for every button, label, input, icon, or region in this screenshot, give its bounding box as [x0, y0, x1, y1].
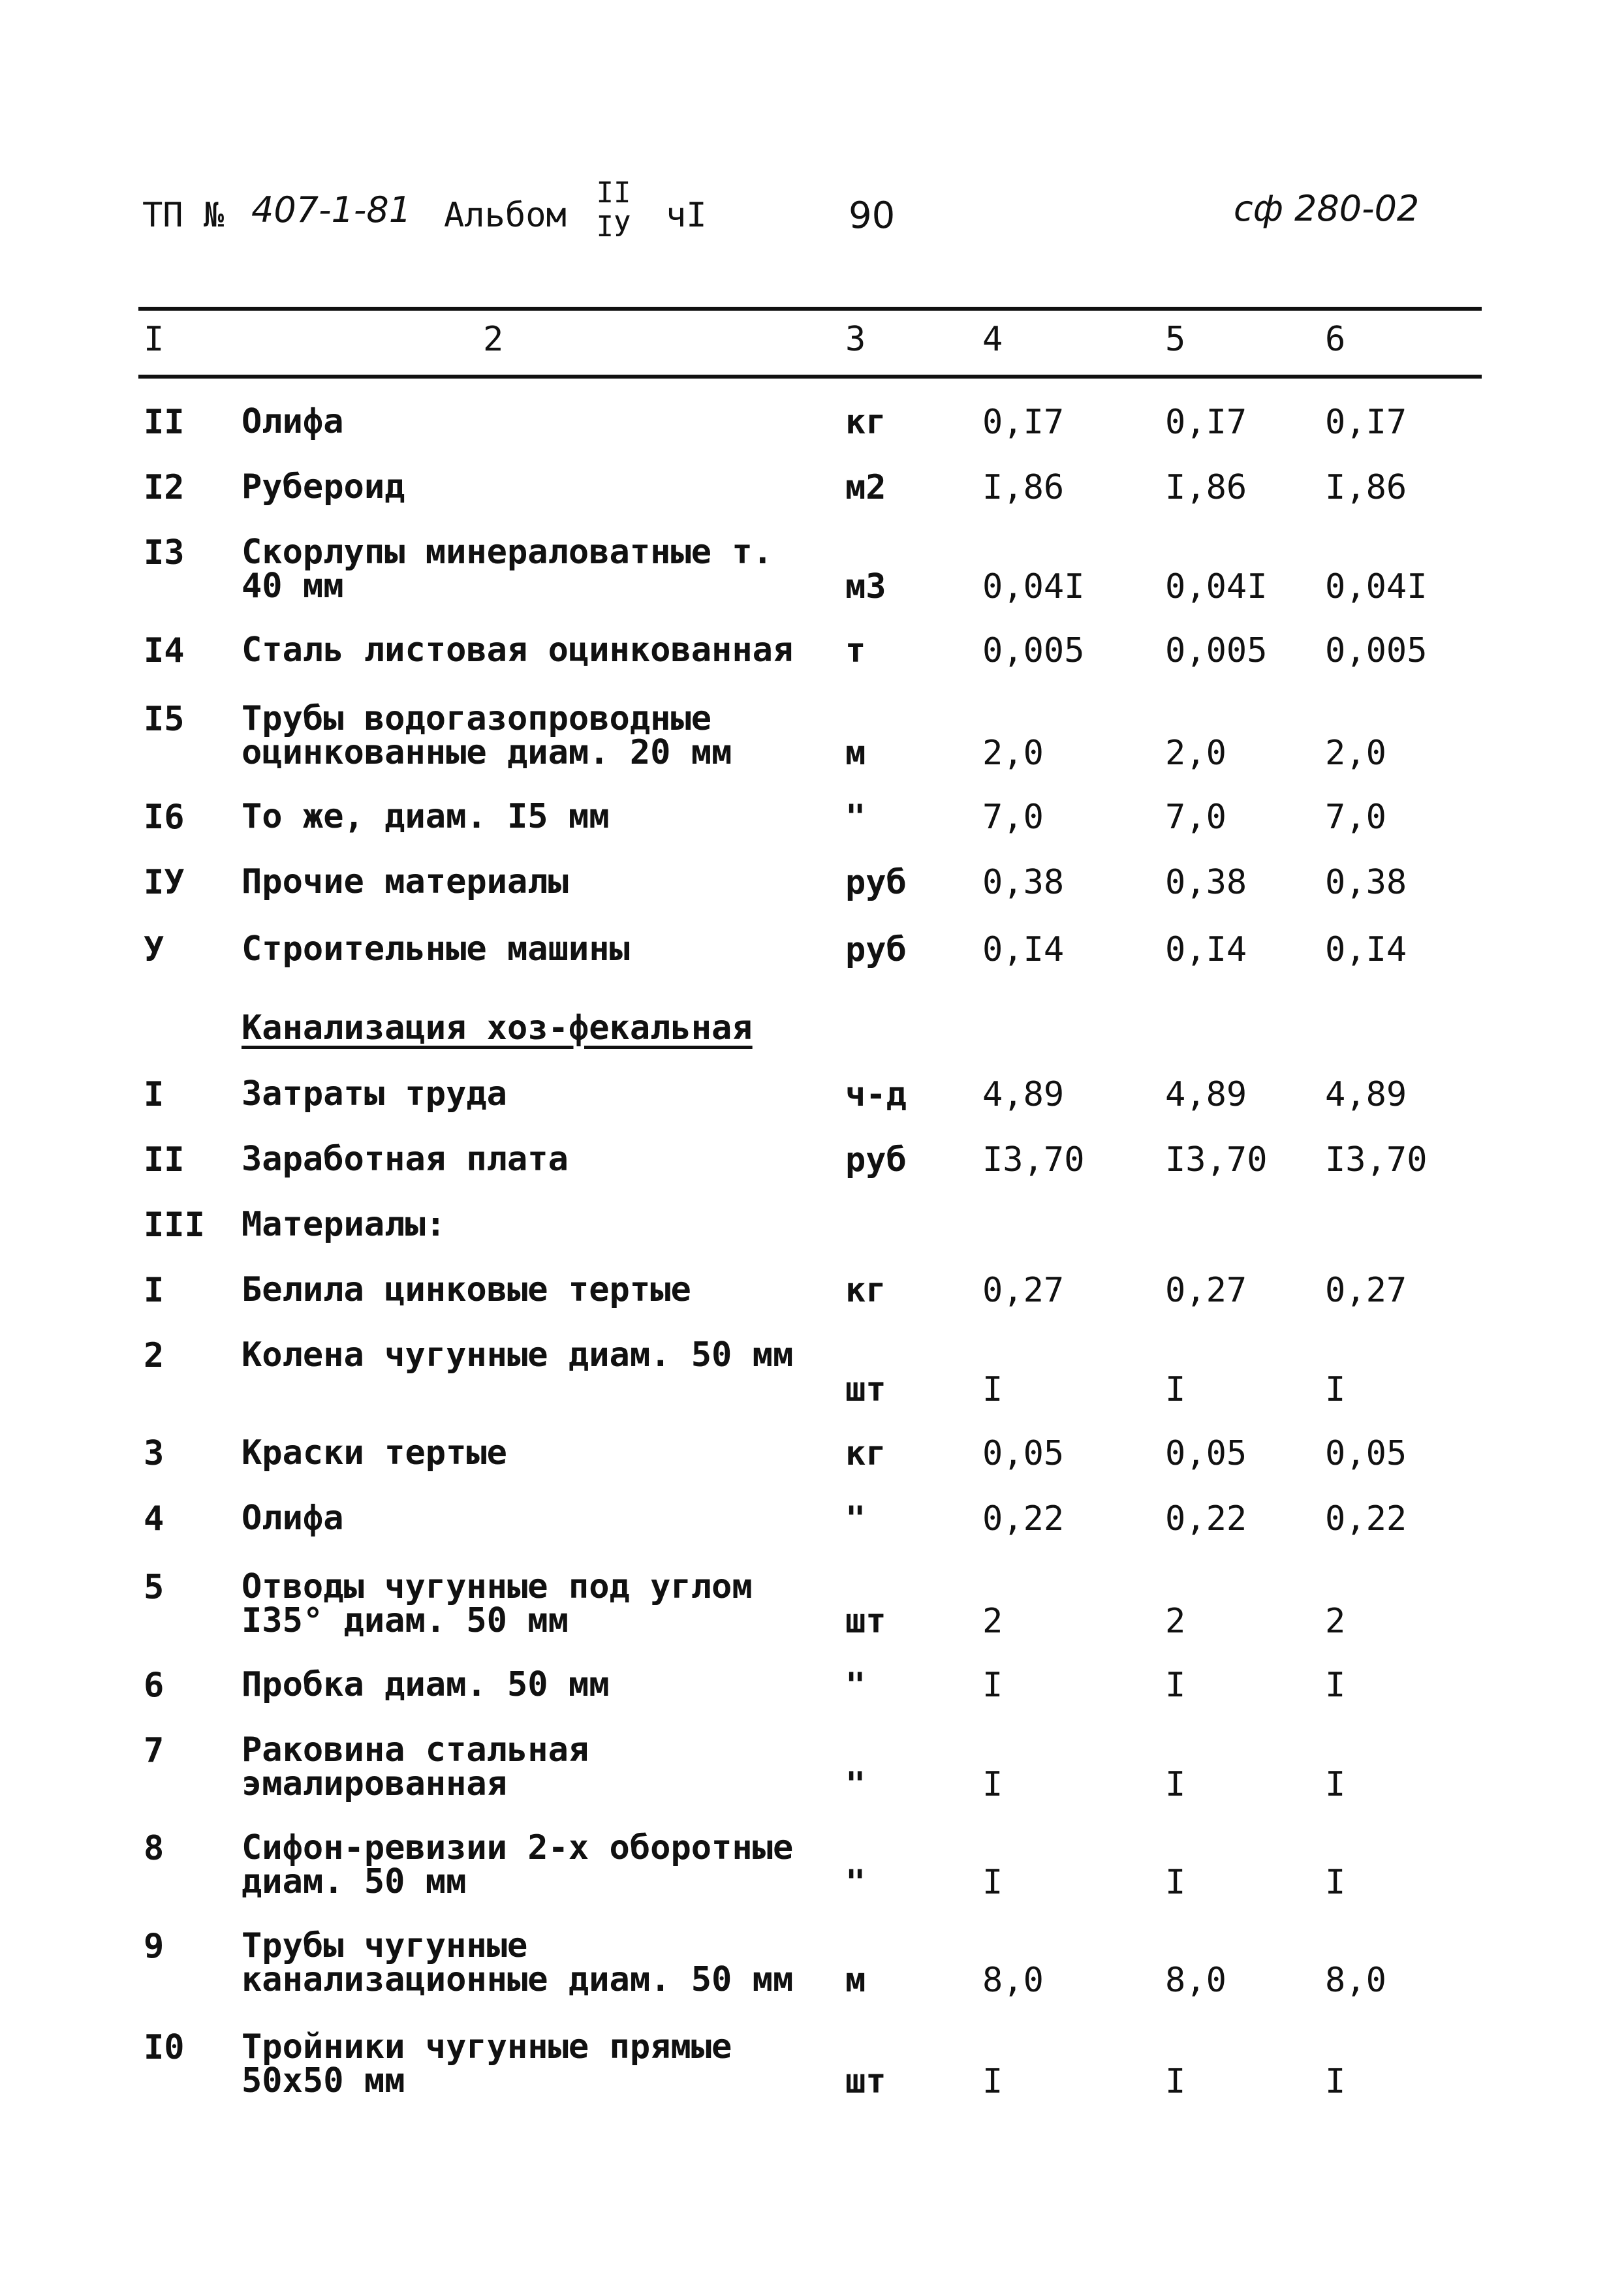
- document-code: сф 280-02: [1234, 188, 1420, 229]
- row-unit: т: [845, 631, 866, 670]
- row-name: То же, диам. I5 мм: [242, 797, 610, 836]
- row-unit: ": [845, 1499, 866, 1538]
- table-top-rule: [138, 307, 1482, 311]
- row-name: Прочие материалы: [242, 862, 569, 901]
- row-number: 8: [144, 1829, 164, 1868]
- row-number: II: [144, 403, 185, 442]
- row-value-col4: 0,I7: [982, 403, 1065, 442]
- row-unit: шт: [845, 2062, 886, 2101]
- row-number: I5: [144, 700, 185, 739]
- row-value-col5: 0,04I: [1165, 567, 1268, 606]
- row-name: Сталь листовая оцинкованная: [242, 631, 794, 670]
- row-unit: руб: [845, 863, 907, 902]
- row-value-col5: 0,38: [1165, 863, 1247, 902]
- row-unit: кг: [845, 1434, 886, 1473]
- row-value-col5: 7,0: [1165, 798, 1226, 837]
- row-name: Строительные машины: [242, 929, 630, 969]
- row-name: Отводы чугунные под углом I35° диам. 50 мм: [242, 1567, 753, 1640]
- row-value-col4: 2,0: [982, 734, 1044, 773]
- row-number: 7: [144, 1731, 164, 1770]
- row-value-col5: I: [1165, 1863, 1186, 1902]
- row-value-col4: I: [982, 1666, 1003, 1705]
- row-value-col6: 0,38: [1325, 863, 1407, 902]
- row-number: 9: [144, 1927, 164, 1966]
- row-value-col4: I3,70: [982, 1140, 1085, 1179]
- column-header-5: 5: [1165, 320, 1186, 359]
- row-unit: руб: [845, 1140, 907, 1179]
- row-value-col5: I: [1165, 2062, 1186, 2101]
- row-number: I6: [144, 798, 185, 837]
- row-unit: кг: [845, 403, 886, 442]
- row-number: 6: [144, 1666, 164, 1705]
- row-value-col5: I: [1165, 1666, 1186, 1705]
- row-value-col6: 4,89: [1325, 1075, 1407, 1114]
- row-number: III: [144, 1206, 205, 1245]
- row-unit: кг: [845, 1271, 886, 1310]
- row-value-col4: I: [982, 1863, 1003, 1902]
- row-name: Затраты труда: [242, 1074, 507, 1114]
- row-value-col6: 0,05: [1325, 1434, 1407, 1473]
- row-value-col6: 7,0: [1325, 798, 1386, 837]
- row-value-col6: I3,70: [1325, 1140, 1428, 1179]
- row-value-col6: 2: [1325, 1602, 1346, 1641]
- row-name: Краски тертые: [242, 1433, 507, 1473]
- row-number: У: [144, 930, 164, 969]
- column-header-3: 3: [845, 320, 866, 359]
- row-value-col6: 8,0: [1325, 1961, 1386, 2000]
- row-value-col6: 0,I4: [1325, 930, 1407, 969]
- row-value-col5: 0,05: [1165, 1434, 1247, 1473]
- row-value-col4: 0,04I: [982, 567, 1085, 606]
- row-value-col4: 2: [982, 1602, 1003, 1641]
- row-name: Скорлупы минераловатные т. 40 мм: [242, 533, 773, 606]
- column-header-4: 4: [982, 320, 1003, 359]
- row-value-col4: 0,05: [982, 1434, 1065, 1473]
- row-value-col6: I: [1325, 1863, 1346, 1902]
- row-name: Рубероид: [242, 467, 405, 507]
- row-value-col4: 0,27: [982, 1271, 1065, 1310]
- row-name: Материалы:: [242, 1205, 446, 1244]
- row-value-col5: 2: [1165, 1602, 1186, 1641]
- row-value-col5: I,86: [1165, 468, 1247, 507]
- row-number: IУ: [144, 863, 185, 902]
- row-unit: ": [845, 1765, 866, 1804]
- row-value-col6: 0,04I: [1325, 567, 1428, 606]
- row-value-col4: 0,I4: [982, 930, 1065, 969]
- row-name: Трубы чугунные канализационные диам. 50 мм: [242, 1926, 794, 1999]
- row-number: I0: [144, 2028, 185, 2067]
- table-header-rule: [138, 375, 1482, 379]
- row-value-col6: 0,005: [1325, 631, 1428, 670]
- row-unit: м3: [845, 567, 886, 606]
- row-value-col6: 0,I7: [1325, 403, 1407, 442]
- row-name: Тройники чугунные прямые 50х50 мм: [242, 2027, 732, 2100]
- row-number: I4: [144, 631, 185, 670]
- row-value-col4: I: [982, 1370, 1003, 1409]
- column-header-2: 2: [483, 320, 504, 359]
- row-value-col4: 0,38: [982, 863, 1065, 902]
- row-name: Раковина стальная эмалированная: [242, 1730, 589, 1803]
- row-value-col6: I: [1325, 1666, 1346, 1705]
- column-header-row: [0, 320, 1624, 366]
- row-number: 3: [144, 1434, 164, 1473]
- row-value-col4: 0,22: [982, 1499, 1065, 1538]
- row-value-col5: 4,89: [1165, 1075, 1247, 1114]
- row-value-col4: I: [982, 1765, 1003, 1804]
- row-value-col5: 0,005: [1165, 631, 1268, 670]
- row-number: I2: [144, 468, 185, 507]
- column-header-1: I: [144, 320, 164, 359]
- row-unit: ": [845, 798, 866, 837]
- row-value-col5: I: [1165, 1765, 1186, 1804]
- row-name: Заработная плата: [242, 1140, 569, 1179]
- row-number: I: [144, 1271, 164, 1310]
- row-name: Олифа: [242, 402, 344, 441]
- column-header-6: 6: [1325, 320, 1346, 359]
- page-header: [0, 176, 1624, 248]
- section-title: Канализация хоз-фекальная: [242, 1008, 753, 1048]
- row-unit: м: [845, 1961, 866, 2000]
- row-value-col6: I: [1325, 1370, 1346, 1409]
- row-number: I3: [144, 533, 185, 572]
- row-name: Колена чугунные диам. 50 мм: [242, 1335, 794, 1375]
- doc-label: ТП №: [142, 196, 225, 235]
- row-value-col4: I,86: [982, 468, 1065, 507]
- row-name: Сифон-ревизии 2-х оборотные диам. 50 мм: [242, 1828, 794, 1901]
- album-volume-top: II: [596, 176, 631, 210]
- row-value-col5: 0,22: [1165, 1499, 1247, 1538]
- row-unit: ч-д: [845, 1075, 907, 1114]
- row-unit: шт: [845, 1602, 886, 1641]
- row-value-col5: I: [1165, 1370, 1186, 1409]
- album-part: чI: [666, 196, 707, 235]
- row-value-col5: I3,70: [1165, 1140, 1268, 1179]
- row-number: 4: [144, 1499, 164, 1538]
- row-name: Белила цинковые тертые: [242, 1270, 691, 1309]
- row-value-col6: I,86: [1325, 468, 1407, 507]
- album-volume-bottom: IУ: [596, 210, 631, 243]
- row-value-col4: I: [982, 2062, 1003, 2101]
- row-value-col6: I: [1325, 1765, 1346, 1804]
- row-value-col6: I: [1325, 2062, 1346, 2101]
- row-unit: м2: [845, 468, 886, 507]
- row-value-col5: 0,I7: [1165, 403, 1247, 442]
- row-value-col6: 0,27: [1325, 1271, 1407, 1310]
- row-value-col4: 4,89: [982, 1075, 1065, 1114]
- row-value-col4: 0,005: [982, 631, 1085, 670]
- row-number: I: [144, 1075, 164, 1114]
- album-volume: [594, 176, 633, 244]
- row-number: 2: [144, 1336, 164, 1375]
- row-value-col5: 0,27: [1165, 1271, 1247, 1310]
- row-value-col4: 8,0: [982, 1961, 1044, 2000]
- row-number: 5: [144, 1568, 164, 1607]
- row-unit: ": [845, 1863, 866, 1902]
- row-unit: шт: [845, 1370, 886, 1409]
- row-value-col5: 8,0: [1165, 1961, 1226, 2000]
- row-number: II: [144, 1140, 185, 1179]
- row-value-col4: 7,0: [982, 798, 1044, 837]
- page-number: 90: [849, 195, 896, 237]
- row-value-col6: 0,22: [1325, 1499, 1407, 1538]
- row-value-col5: 0,I4: [1165, 930, 1247, 969]
- album-label: Альбом: [444, 196, 567, 235]
- row-name: Пробка диам. 50 мм: [242, 1665, 610, 1704]
- row-value-col5: 2,0: [1165, 734, 1226, 773]
- row-name: Трубы водогазопроводные оцинкованные диам. 20 мм: [242, 699, 732, 772]
- row-unit: м: [845, 734, 866, 773]
- row-unit: руб: [845, 930, 907, 969]
- row-unit: ": [845, 1666, 866, 1705]
- row-value-col6: 2,0: [1325, 734, 1386, 773]
- row-name: Олифа: [242, 1499, 344, 1538]
- doc-number: 407-1-81: [251, 189, 412, 230]
